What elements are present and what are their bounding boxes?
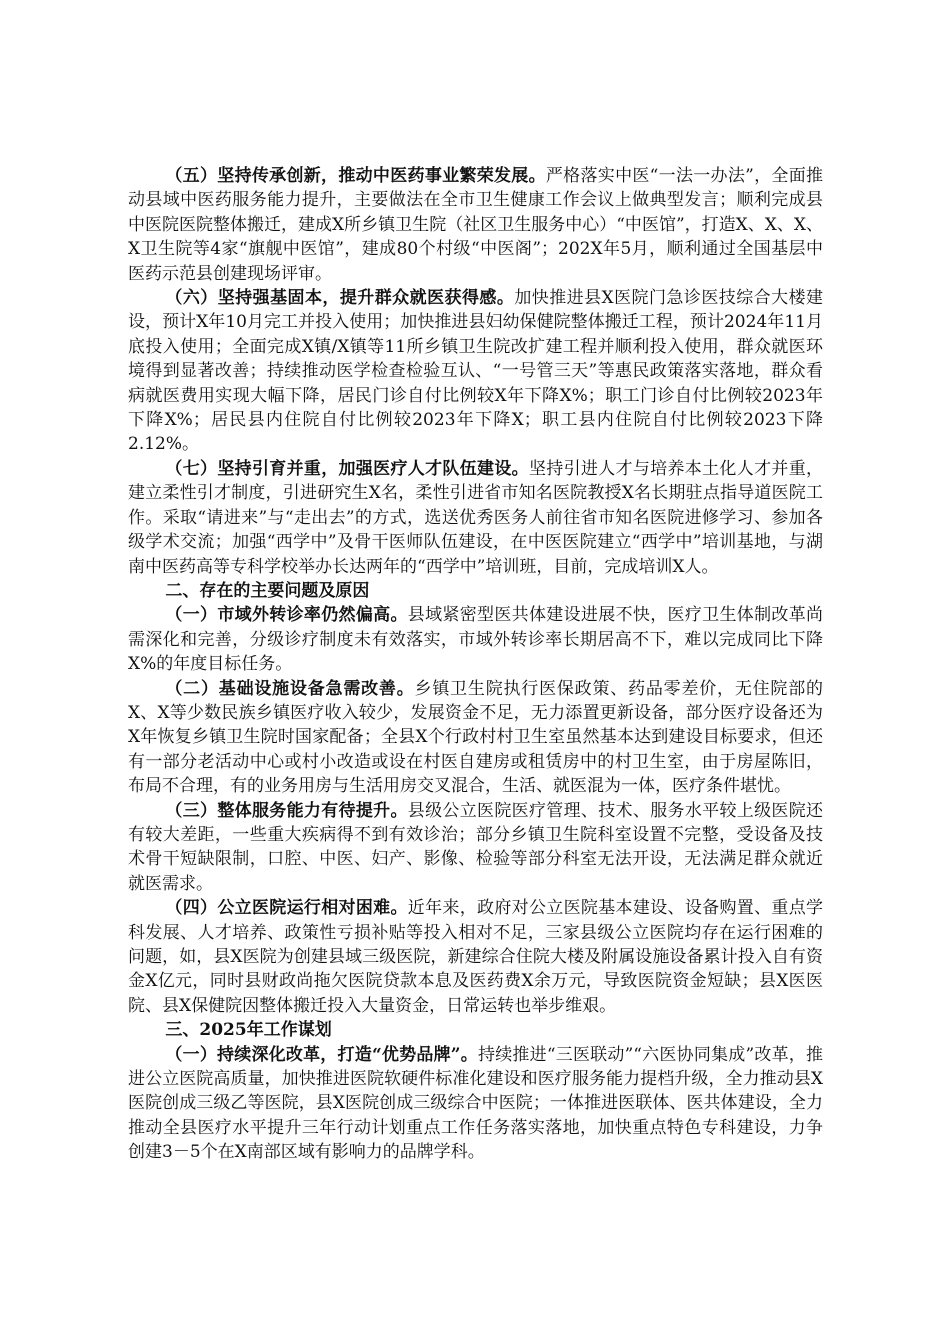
paragraph-text: 县域紧密型医共体建设进展不快，医疗卫生体制改革尚需深化和完善，分级诊疗制度未有效落实，市域外转诊率长期居高不下，难以完成同比下降X%的年度目标任务。 [128,605,824,675]
paragraph-lead: （四）公立医院运行相对困难。 [165,898,408,919]
paragraph-referral-rate [128,603,823,676]
paragraph-grassroots-foundation [128,286,823,457]
paragraph-text: 严格落实中医“一法一办法”，全面推动县域中医药服务能力提升，主要做法在全市卫生健康工作会议上做典型发言；顺利完成县中医院医院整体搬迁，建成X所乡镇卫生院（社区卫生服务中心）“中医馆”，打造X、X、X、X卫生院等4家“旗舰中医馆”，建成80个村级“中医阁”；202X年5月，顺利通过全国基层中医药示范县创建现场评审。 [128,166,823,284]
paragraph-talent-building [128,457,823,579]
paragraph-lead: （一）市域外转诊率仍然偏高。 [165,605,408,626]
paragraph-lead: （五）坚持传承创新，推动中医药事业繁荣发展。 [165,166,546,186]
paragraph-service-capacity [128,799,823,897]
paragraph-hospital-operations [128,896,823,1018]
paragraph-text: 县级公立医院医疗管理、技术、服务水平较上级医院还有较大差距，一些重大疾病得不到有效诊治；部分乡镇卫生院科室设置不完整，受设备及技术骨干短缺限制，口腔、中医、妇产、影像、检验等部分科室无法开设，无法满足群众就近就医需求。 [128,800,824,894]
section-heading-2025-plan: 三、2025年工作谋划 [165,1020,332,1041]
document-page [128,164,823,1165]
paragraph-lead: （六）坚持强基固本，提升群众就医获得感。 [165,288,515,309]
paragraph-text: 乡镇卫生院执行医保政策、药品零差价，无住院部的X、X等少数民族乡镇医疗收入较少，发展资金不足，无力添置更新设备，部分医疗设备还为X年恢复乡镇卫生院时国家配备；全县X个行政村村卫生室虽然基本达到建设目标要求，但还有一部分老活动中心或村小改造或设在村医自建房或租赁房中的村卫生室，由于房屋陈旧，布局不合理，有的业务用房与生活用房交叉混合，生活、就医混为一体，医疗条件堪忧。 [128,678,824,797]
paragraph-text: 坚持引进人才与培养本土化人才并重，建立柔性引才制度，引进研究生X名，柔性引进省市知名医院教授X名长期驻点指导道医院工作。采取“请进来”与“走出去”的方式，选送优秀医务人前往省市知名医院进修学习、参加各级学术交流；加强“西学中”及骨干医师队伍建设，在中医医院建立“西学中”培训基地，与湖南中医药高等专科学校举办长达两年的“西学中”培训班，目前，完成培训X人。 [128,458,824,577]
paragraph-text: 加快推进县X医院门急诊医技综合大楼建设，预计X年10月完工并投入使用；加快推进县妇幼保健院整体搬迁工程，预计2024年11月底投入使用；全面完成X镇/X镇等11所乡镇卫生院改扩建工程并顺利投入使用，群众就医环境得到显著改善；持续推动医学检查检验互认、“一号管三天”等惠民政策落实落地，群众看病就医费用实现大幅下降，居民门诊自付比例较X年下降X%；职工门诊自付比例较2023年下降X%；居民县内住院自付比例较2023年下降X；职工县内住院自付比例较2023下降2.12%。 [128,288,823,455]
paragraph-tcm-development [128,164,823,286]
paragraph-infrastructure [128,677,823,799]
paragraph-text: 持续推进“三医联动”“六医协同集成”改革，推进公立医院高质量，加快推进医院软硬件标准化建设和医疗服务能力提档升级，全力推动县X医院创成三级乙等医院，县X医院创成三级综合中医院；一体推进医联体、医共体建设，全力推动全县医疗水平提升三年行动计划重点工作任务落实落地，加快重点特色专科建设，力争创建3－5个在X南部区域有影响力的品牌学科。 [128,1044,823,1163]
paragraph-lead: （二）基础设施设备急需改善。 [165,678,415,699]
paragraph-deepen-reform [128,1043,823,1165]
paragraph-lead: （三）整体服务能力有待提升。 [165,800,408,821]
paragraph-text: 近年来，政府对公立医院基本建设、设备购置、重点学科发展、人才培养、政策性亏损补贴等投入相对不足，三家县级公立医院均存在运行困难的问题，如，县X医院为创建县域三级医院，新建综合住院大楼及附属设施设备累计投入自有资金X亿元，同时县财政尚拖欠医院贷款本息及医药费X余万元，导致医院资金短缺；县X医医院、县X保健院因整体搬迁投入大量资金，日常运转也举步维艰。 [128,898,824,1016]
paragraph-lead: （七）坚持引育并重，加强医疗人才队伍建设。 [165,458,529,479]
paragraph-lead: （一）持续深化改革，打造“优势品牌”。 [165,1044,478,1065]
section-heading-problems: 二、存在的主要问题及原因 [165,580,370,601]
